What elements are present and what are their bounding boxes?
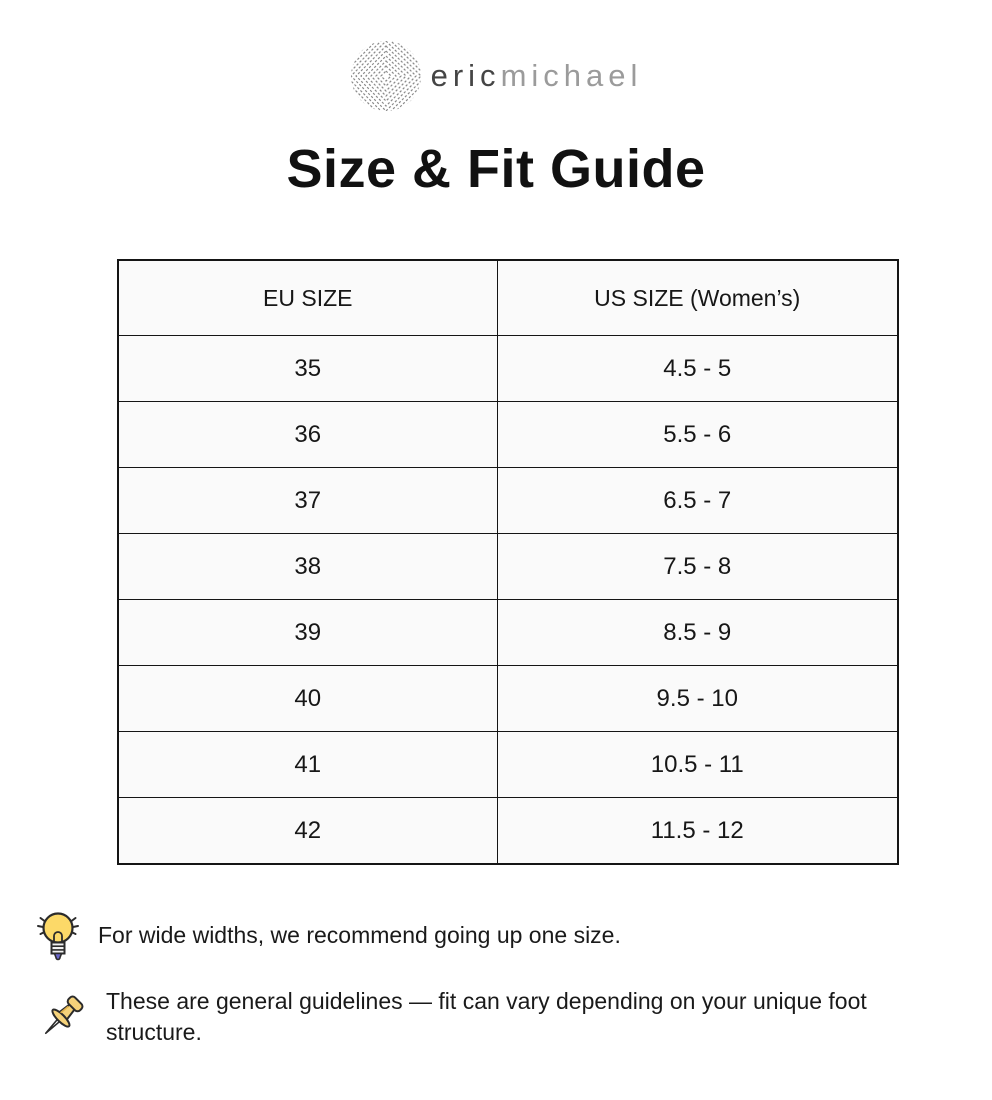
table-row	[118, 534, 898, 600]
table-cell: 4.5 - 5	[497, 336, 898, 402]
lightbulb-icon	[34, 908, 82, 964]
table-cell: 35	[118, 336, 497, 402]
brand-name-second: michael	[500, 58, 643, 93]
table-cell: 9.5 - 10	[497, 666, 898, 732]
table-cell: 5.5 - 6	[497, 402, 898, 468]
table-cell: 41	[118, 732, 497, 798]
table-cell: 40	[118, 666, 497, 732]
note-text: These are general guidelines — fit can vary depending on your unique foot structure.	[106, 988, 867, 1046]
table-cell: 6.5 - 7	[497, 468, 898, 534]
table-cell: 37	[118, 468, 497, 534]
table-row	[118, 798, 898, 865]
table-cell: 7.5 - 8	[497, 534, 898, 600]
pushpin-icon	[34, 989, 90, 1045]
size-table	[117, 259, 899, 865]
column-header-us-size: US SIZE (Women’s)	[497, 260, 898, 336]
table-row	[118, 666, 898, 732]
column-header-eu-size: EU SIZE	[118, 260, 497, 336]
size-table-body	[118, 336, 898, 865]
concentric-diamonds-icon	[350, 40, 422, 112]
table-cell: 10.5 - 11	[497, 732, 898, 798]
brand-name-first: eric	[430, 58, 501, 93]
table-cell: 42	[118, 798, 497, 865]
table-cell: 8.5 - 9	[497, 600, 898, 666]
table-cell: 39	[118, 600, 497, 666]
note-general-guidelines	[34, 986, 962, 1048]
table-row	[118, 336, 898, 402]
table-cell: 36	[118, 402, 497, 468]
table-row	[118, 468, 898, 534]
table-row	[118, 402, 898, 468]
table-row	[118, 732, 898, 798]
brand-name	[431, 58, 643, 94]
brand-logo	[0, 40, 992, 112]
note-wide-widths	[34, 908, 621, 964]
table-cell: 38	[118, 534, 497, 600]
table-cell: 11.5 - 12	[497, 798, 898, 865]
note-text: For wide widths, we recommend going up one size.	[98, 922, 621, 949]
table-header-row	[118, 260, 898, 336]
page-title: Size & Fit Guide	[286, 139, 706, 199]
table-row	[118, 600, 898, 666]
